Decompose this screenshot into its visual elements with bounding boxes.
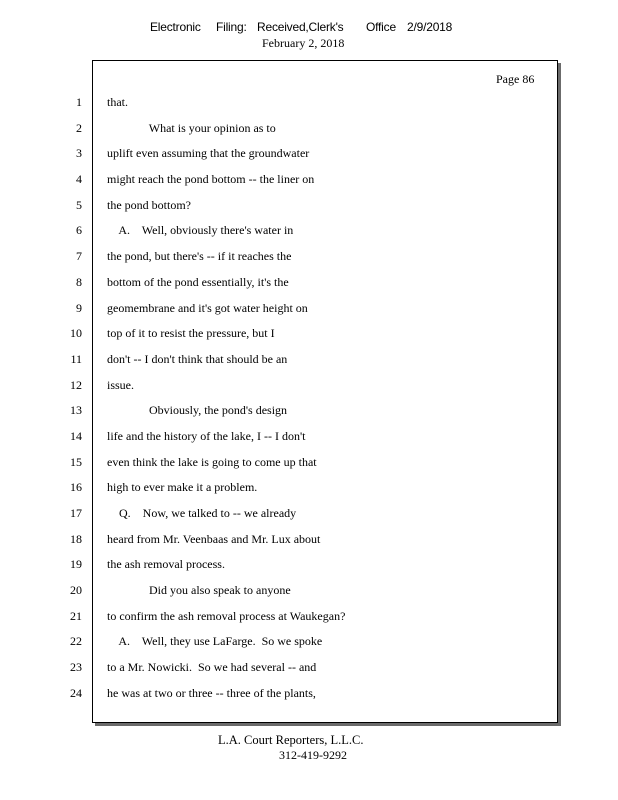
transcript-line: the pond bottom? — [107, 197, 191, 212]
line-number: 8 — [76, 274, 82, 289]
transcript-date: February 2, 2018 — [262, 36, 345, 50]
line-number: 6 — [76, 223, 82, 238]
filing-word-electronic: Electronic — [150, 20, 201, 34]
transcript-line: the ash removal process. — [107, 557, 225, 572]
line-number: 3 — [76, 146, 82, 161]
transcript-line: issue. — [107, 377, 134, 392]
transcript-line: don't -- I don't think that should be an — [107, 351, 288, 366]
line-number: 17 — [70, 506, 82, 520]
line-number: 12 — [70, 377, 82, 392]
transcript-line: high to ever make it a problem. — [107, 480, 258, 495]
transcript-line: A. Well, they use LaFarge. So we spoke — [107, 634, 323, 649]
transcript-line: geomembrane and it's got water height on — [107, 300, 308, 315]
line-number-column — [60, 92, 82, 709]
transcript-line: to a Mr. Nowicki. So we had several -- and — [107, 660, 317, 675]
transcript-line: that. — [107, 95, 128, 109]
line-number: 19 — [70, 557, 82, 572]
transcript-line: Did you also speak to anyone — [107, 583, 291, 598]
transcript-line: to confirm the ash removal process at Waukegan? — [107, 608, 346, 623]
line-number: 15 — [70, 454, 82, 469]
transcript-line: bottom of the pond essentially, it's the — [107, 274, 289, 289]
line-number: 21 — [70, 608, 82, 623]
line-number: 20 — [70, 583, 82, 598]
line-number: 11 — [70, 351, 82, 366]
transcript-text-column — [107, 92, 547, 709]
line-number: 16 — [70, 480, 82, 495]
filing-word-received-clerks: Received,Clerk's — [257, 20, 344, 34]
filing-word-date: 2/9/2018 — [407, 20, 453, 34]
transcript-line: Obviously, the pond's design — [107, 403, 288, 418]
line-number: 5 — [76, 197, 82, 212]
line-number: 22 — [70, 634, 82, 649]
line-number: 14 — [70, 428, 82, 443]
line-number: 1 — [76, 95, 82, 109]
line-number: 18 — [70, 531, 82, 546]
transcript-line: heard from Mr. Veenbaas and Mr. Lux about — [107, 531, 321, 546]
line-number: 4 — [76, 172, 82, 187]
transcript-line: even think the lake is going to come up that — [107, 454, 317, 469]
line-number: 10 — [70, 326, 82, 341]
transcript-line: life and the history of the lake, I -- I don't — [107, 428, 306, 443]
line-number: 2 — [76, 120, 82, 135]
line-number: 9 — [76, 300, 82, 315]
line-number: 13 — [70, 403, 82, 418]
transcript-line: Q. Now, we talked to -- we already — [107, 506, 297, 520]
transcript-line: A. Well, obviously there's water in — [107, 223, 294, 238]
transcript-line: What is your opinion as to — [107, 120, 276, 135]
transcript-line: he was at two or three -- three of the plants, — [107, 685, 316, 700]
transcript-line: the pond, but there's -- if it reaches the — [107, 249, 292, 264]
line-number: 24 — [70, 685, 82, 700]
transcript-line: uplift even assuming that the groundwater — [107, 146, 310, 161]
filing-word-office: Office — [366, 20, 396, 34]
transcript-line: top of it to resist the pressure, but I — [107, 326, 275, 341]
court-reporter-phone: 312-419-9292 — [279, 748, 347, 762]
court-reporter-name: L.A. Court Reporters, L.L.C. — [218, 733, 364, 747]
line-number: 7 — [76, 249, 82, 264]
transcript-line: might reach the pond bottom -- the liner on — [107, 172, 315, 187]
filing-word-filing: Filing: — [216, 20, 247, 34]
line-number: 23 — [70, 660, 82, 675]
page-number: Page 86 — [496, 72, 535, 86]
